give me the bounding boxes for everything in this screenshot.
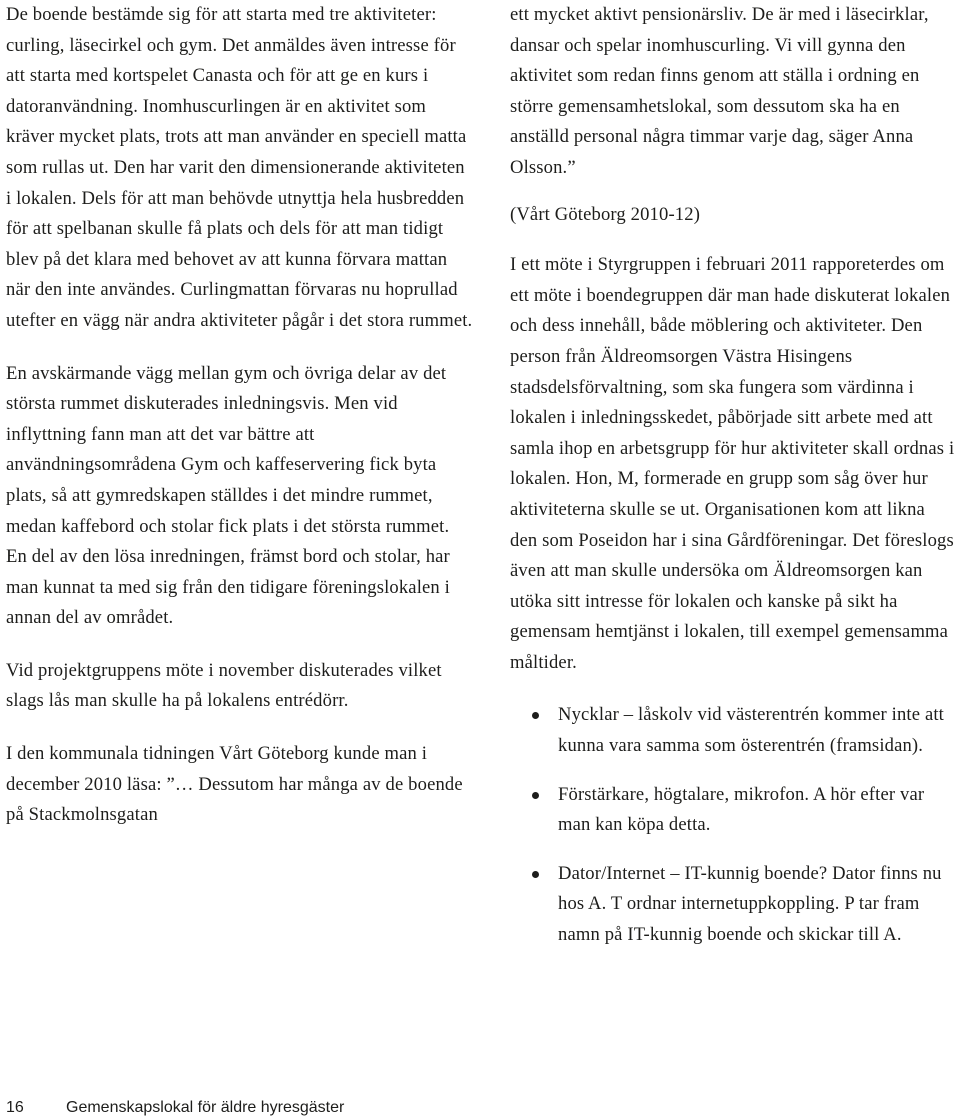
quote-source: (Vårt Göteborg 2010-12) [510,203,701,225]
list-item [558,700,956,761]
list-item-text: Förstärkare, högtalare, mikrofon. A hör efter var man kan köpa detta. [558,783,925,836]
list-item-text: Nycklar – låskolv vid västerentrén kommer inte att kunna vara samma som österentrén (framsidan). [558,704,944,757]
paragraph-activities: De boende bestämde sig för att starta med tre aktiviteter: curling, läsecirkel och gym. Det anmäldes även intresse för att starta med kortspelet Canasta och för att ge en kurs i datoranvändning. Inomhuscurlingen är en aktivitet som kräver mycket plats, trots att man använder en speciell matta som rullas ut. Den har varit den dimensionerande aktiviteten i lokalen. Dels för att man behövde utnyttja hela husbredden för att spelbanan skulle få plats och dels för att man tidigt blev på det klara med behovet av att kunna förvara mattan när den inte användes. Curlingmattan förvaras nu hoprullad utefter en vägg när andra aktiviteter pågår i det stora rummet. [6,4,473,331]
bullet-list [510,700,956,950]
bullet-icon [532,871,539,878]
list-item [558,780,956,841]
footer-title: Gemenskapslokal för äldre hyresgäster [66,1099,345,1116]
left-column [6,0,474,831]
paragraph-quote-continuation: ett mycket aktivt pensionärsliv. De är med i läsecirklar, dansar och spelar inomhuscurling. Vi vill gynna den aktivitet som redan finns genom att ställa i ordning en större gemensamhetslokal, som dessutom ska ha en anställd personal några timmar varje dag, säger Anna Olsson.” [510,4,929,178]
paragraph-steering-group: I ett möte i Styrgruppen i februari 2011 rapporeterdes om ett möte i boendegruppen där man hade diskuterat lokalen och dess innehåll, både möblering och aktiviteter. Den person från Äldreomsorgen Västra Hisingens stadsdelsförvaltning, som ska fungera som värdinna i lokalen i inledningsskedet, påbörjade sitt arbete med att samla ihop en arbetsgrupp för hur aktiviteter skall ordnas i lokalen. Hon, M, formerade en grupp som såg över hur aktiviteterna skulle se ut. Organisationen kom att likna den som Poseidon har i sina Gårdföreningar. Det föreslogs även att man skulle undersöka om Äldreomsorgen kan utöka sitt intresse för lokalen och kanske på sikt ha gemensam hemtjänst i lokalen, till exempel gemensamma måltider. [510,254,955,673]
paragraph-newspaper: I den kommunala tidningen Vårt Göteborg kunde man i december 2010 läsa: ”… Dessutom har många av de boende på Stackmolnsgatan [6,743,463,826]
page-footer [6,1098,344,1118]
paragraph-gym-wall: En avskärmande vägg mellan gym och övriga delar av det största rummet diskuterades inledningsvis. Men vid inflyttning fann man att det var bättre att användningsområdena Gym och kaffeservering fick byta plats, så att gymredskapen ställdes i det mindre rummet, medan kaffebord och stolar fick plats i det största rummet. En del av den lösa inredningen, främst bord och stolar, har man kunnat ta med sig från den tidigare föreningslokalen i annan del av området. [6,362,450,629]
bullet-icon [532,792,539,799]
page-number: 16 [6,1099,24,1116]
list-item-text: Dator/Internet – IT-kunnig boende? Dator finns nu hos A. T ordnar internetuppkoppling. P tar fram namn på IT-kunnig boende och skickar till A. [558,862,942,946]
right-column [510,0,956,951]
list-item [558,859,956,951]
bullet-icon [532,712,539,719]
paragraph-lock: Vid projektgruppens möte i november diskuterades vilket slags lås man skulle ha på lokalens entrédörr. [6,659,442,712]
